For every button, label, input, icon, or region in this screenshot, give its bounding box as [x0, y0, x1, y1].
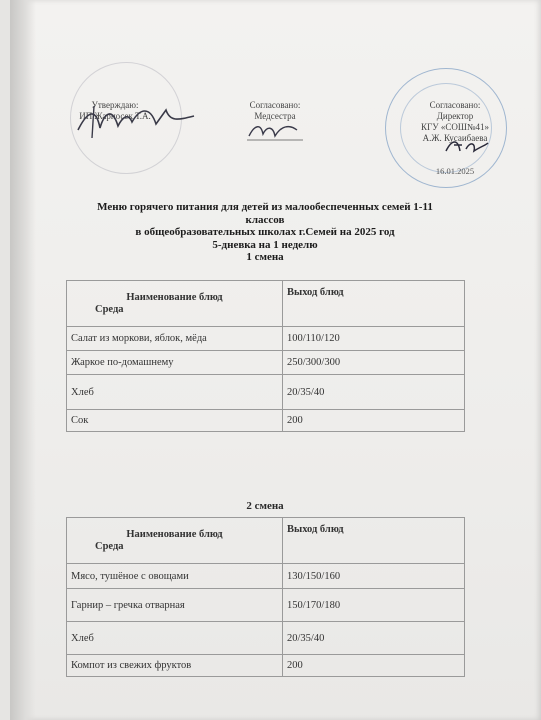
table-row: [67, 410, 465, 432]
approval-left-line1: Утверждаю:: [91, 100, 139, 110]
menu-table-shift2: [66, 517, 465, 677]
dish-output: 150/170/180: [283, 589, 465, 622]
table-row: [67, 327, 465, 351]
title-line5: 1 смена: [246, 251, 284, 263]
table-row: [67, 564, 465, 589]
table-header-row: [67, 281, 465, 327]
menu-table-shift1: [66, 280, 465, 432]
table-row: [67, 589, 465, 622]
approval-right: [400, 100, 510, 177]
header-day: Среда: [95, 540, 124, 552]
header-name-cell: [67, 281, 283, 327]
dish-name: Сок: [67, 410, 283, 432]
title-line3: в общеобразовательных школах г.Семей на 2025 год: [135, 226, 395, 238]
header-day: Среда: [95, 303, 124, 315]
dish-output: 20/35/40: [283, 622, 465, 655]
dish-name: Гарнир – гречка отварная: [67, 589, 283, 622]
approval-date: 16.01.2025: [435, 166, 475, 176]
dish-output: 250/300/300: [283, 351, 465, 375]
title-line2: классов: [245, 213, 285, 226]
approval-middle-line2: Медсестра: [254, 111, 296, 121]
dish-name: Компот из свежих фруктов: [67, 655, 283, 677]
approval-left: [60, 100, 170, 122]
dish-output: 100/110/120: [283, 327, 465, 351]
approval-right-line2: Директор: [436, 111, 474, 121]
dish-output: 200: [283, 655, 465, 677]
table-row: [67, 375, 465, 410]
title-line4: 5-дневка на 1 неделю: [212, 238, 318, 251]
dish-name: Жаркое по-домашнему: [67, 351, 283, 375]
title-line1: Меню горячего питания для детей из малообеспеченных семей 1-11: [97, 201, 433, 213]
dish-name: Хлеб: [67, 622, 283, 655]
dish-output: 20/35/40: [283, 375, 465, 410]
dish-output: 130/150/160: [283, 564, 465, 589]
approval-right-line4: А.Ж. Кусаибаева: [422, 133, 488, 143]
header-name-cell: [67, 518, 283, 564]
dish-output: 200: [283, 410, 465, 432]
approval-middle: [220, 100, 330, 122]
document-title: [70, 201, 460, 264]
header-output: Выход блюд: [283, 281, 465, 327]
page-edge-shadow: [10, 0, 36, 720]
table-row: [67, 351, 465, 375]
table-header-row: [67, 518, 465, 564]
approval-right-line1: Согласовано:: [429, 100, 481, 110]
header-output: Выход блюд: [283, 518, 465, 564]
header-name: Наименование блюд: [126, 291, 223, 303]
table-row: [67, 655, 465, 677]
approval-right-line3: КГУ «СОШ№41»: [421, 122, 489, 132]
approval-left-line2: ИП Жарносек Т.А.: [79, 111, 151, 121]
shift2-heading: 2 смена: [246, 500, 284, 512]
dish-name: Мясо, тушёное с овощами: [67, 564, 283, 589]
table-row: [67, 622, 465, 655]
header-name: Наименование блюд: [126, 528, 223, 540]
dish-name: Хлеб: [67, 375, 283, 410]
dish-name: Салат из моркови, яблок, мёда: [67, 327, 283, 351]
approval-middle-line1: Согласовано:: [249, 100, 301, 110]
